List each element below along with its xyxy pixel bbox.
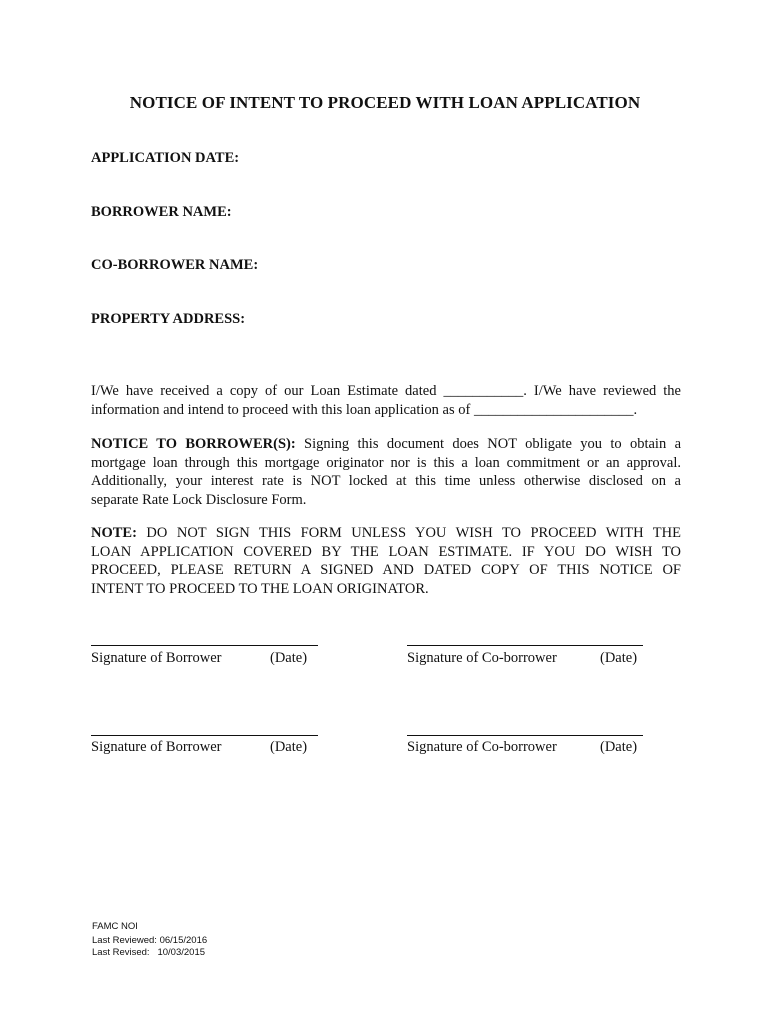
co-borrower-signature-line-2[interactable] bbox=[407, 735, 643, 736]
notice-line-2: mortgage loan through this mortgage originator nor is this a loan commitment or an approval. bbox=[91, 454, 681, 471]
borrower-date-label-2: (Date) bbox=[270, 739, 308, 755]
last-revised: Last Revised: 10/03/2015 bbox=[92, 947, 206, 958]
notice-heading: NOTICE TO BORROWER(S): bbox=[91, 436, 296, 452]
notice-to-borrower-paragraph bbox=[91, 435, 681, 509]
borrower-signature-label-2: Signature of Borrower bbox=[91, 739, 222, 755]
co-borrower-signature-line-1[interactable] bbox=[407, 645, 643, 646]
note-line-4: INTENT TO PROCEED TO THE LOAN ORIGINATOR. bbox=[91, 580, 429, 597]
note-line-3: PROCEED, PLEASE RETURN A SIGNED AND DATED COPY OF THIS NOTICE OF bbox=[91, 562, 681, 578]
borrower-name-label: BORROWER NAME: bbox=[91, 204, 232, 220]
form-id: FAMC NOI bbox=[92, 921, 138, 932]
property-address-label: PROPERTY ADDRESS: bbox=[91, 311, 246, 327]
co-borrower-date-label-1: (Date) bbox=[600, 650, 638, 666]
notice-line-1 bbox=[91, 435, 681, 454]
borrower-signature-line-2[interactable] bbox=[91, 735, 318, 736]
acknowledgement-line-2: information and intend to proceed with this loan application as of ______________________. bbox=[91, 401, 638, 418]
co-borrower-date-label-2: (Date) bbox=[600, 739, 638, 755]
acknowledgement-line-1: I/We have received a copy of our Loan Estimate dated ___________. I/We have reviewed the bbox=[91, 383, 681, 399]
note-line-1 bbox=[91, 524, 681, 543]
co-borrower-signature-label-1: Signature of Co-borrower bbox=[407, 650, 557, 666]
application-date-label: APPLICATION DATE: bbox=[91, 150, 240, 166]
notice-line-3: Additionally, your interest rate is NOT locked at this time unless otherwise disclosed on a bbox=[91, 473, 681, 489]
note-heading: NOTE: bbox=[91, 525, 137, 541]
borrower-signature-label-1: Signature of Borrower bbox=[91, 650, 222, 666]
note-paragraph bbox=[91, 524, 681, 598]
last-reviewed: Last Reviewed: 06/15/2016 bbox=[92, 935, 208, 946]
co-borrower-name-label: CO-BORROWER NAME: bbox=[91, 257, 259, 273]
note-line-2: LOAN APPLICATION COVERED BY THE LOAN ESTIMATE. IF YOU DO WISH TO bbox=[91, 543, 681, 560]
borrower-signature-line-1[interactable] bbox=[91, 645, 318, 646]
notice-line-1-text: Signing this document does NOT obligate you to obtain a bbox=[295, 436, 681, 452]
borrower-date-label-1: (Date) bbox=[270, 650, 308, 666]
note-line-1-text: DO NOT SIGN THIS FORM UNLESS YOU WISH TO PROCEED WITH THE bbox=[136, 525, 681, 541]
notice-line-4: separate Rate Lock Disclosure Form. bbox=[91, 491, 307, 508]
co-borrower-signature-label-2: Signature of Co-borrower bbox=[407, 739, 557, 755]
document-title: NOTICE OF INTENT TO PROCEED WITH LOAN APPLICATION bbox=[129, 93, 641, 112]
acknowledgement-paragraph bbox=[91, 382, 681, 419]
